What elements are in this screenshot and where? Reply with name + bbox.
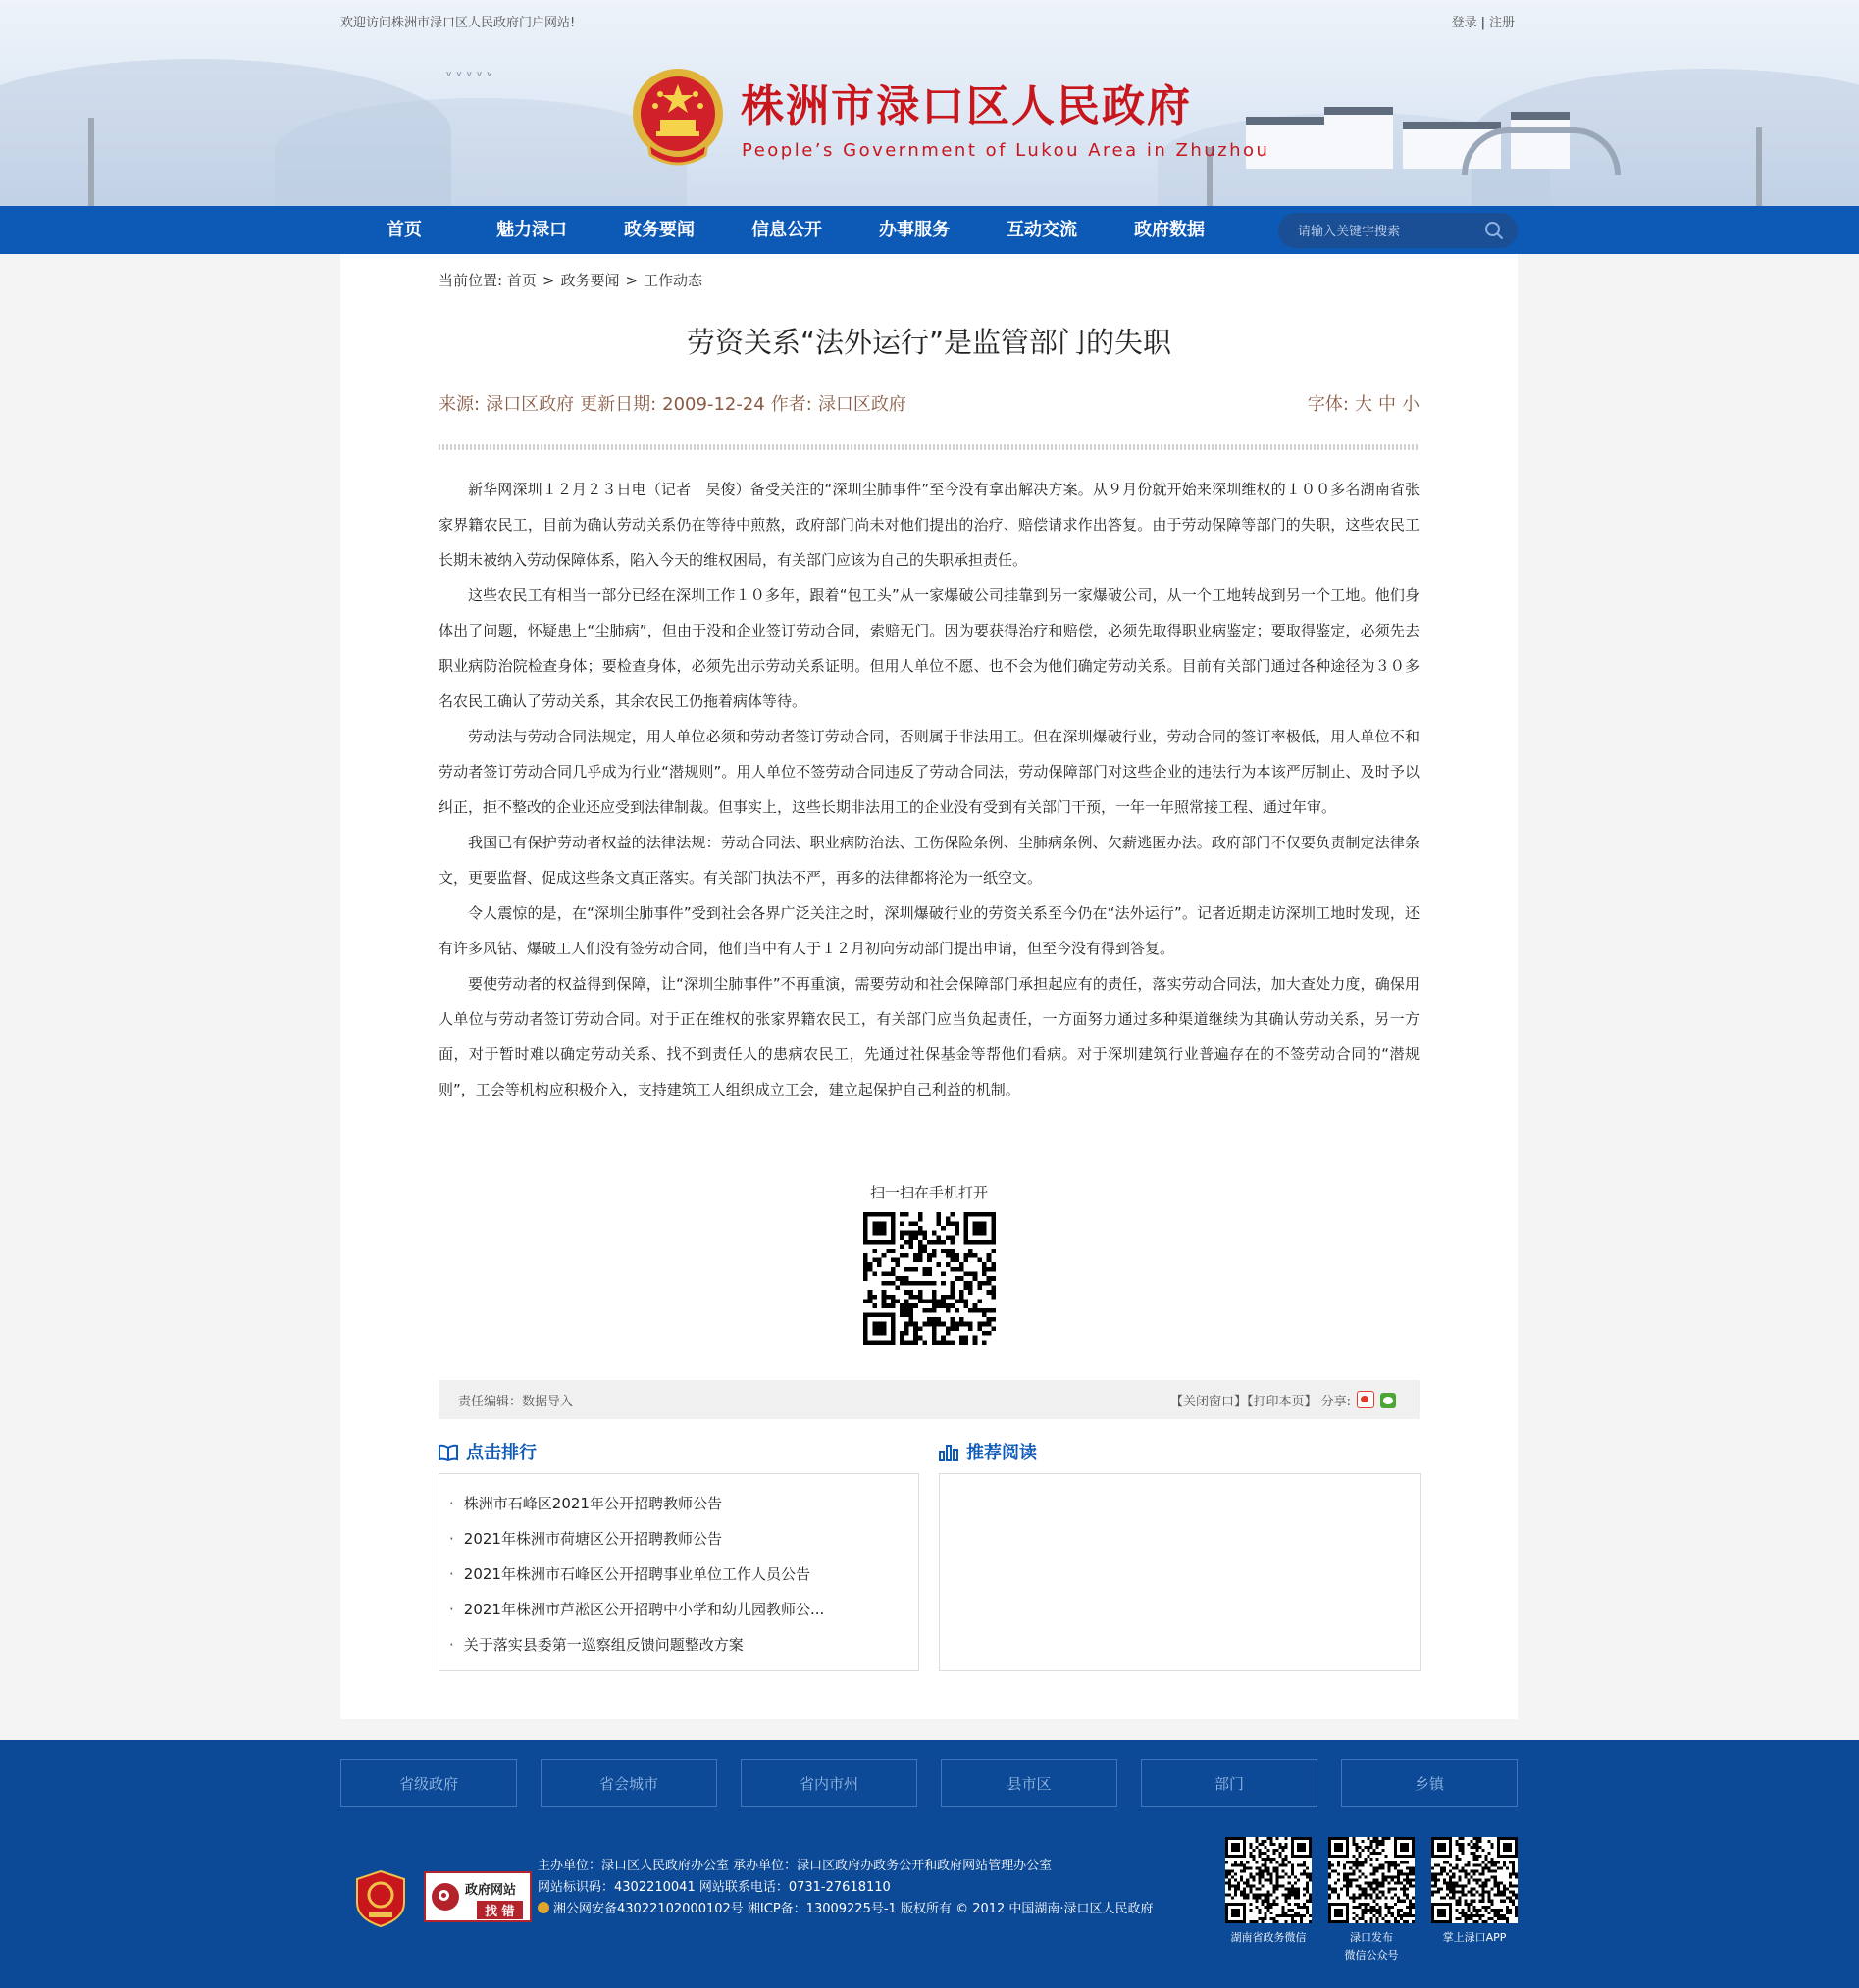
login-links (1452, 12, 1515, 30)
qr-label: 扫一扫在手机打开 (869, 1184, 988, 1201)
register-link[interactable]: 注册 (1488, 16, 1515, 30)
footer-link-provincial[interactable]: 省级政府 (340, 1759, 517, 1807)
mountain-decoration (275, 98, 687, 206)
party-government-badge-icon[interactable] (355, 1869, 406, 1928)
weibo-share-icon[interactable] (1357, 1391, 1374, 1408)
site-footer (0, 1740, 1859, 1988)
recommend-list-box (939, 1473, 1421, 1671)
close-window-button[interactable]: 【关闭窗口】 (1169, 1395, 1247, 1409)
article-container (340, 254, 1518, 1719)
birds-decoration: ᵛ ᵛ ᵛ ᵛ ᵛ (446, 69, 492, 84)
date-label: 更新日期: (580, 394, 657, 415)
qr-code-icon (1431, 1837, 1518, 1923)
rank-list-item[interactable]: · 关于落实县委第一巡察组反馈问题整改方案 (449, 1636, 744, 1654)
article-paragraph: 劳动法与劳动合同法规定，用人单位必须和劳动者签订劳动合同，否则属于非法用工。但在深圳爆破行业，劳动合同的签订率极低，用人单位不和劳动者签订劳动合同几乎成为行业“潜规则”。用人单位不签劳动合同违反了劳动合同法，劳动保障部门对这些企业的违法行为本该严厉制止、及时予以纠正，拒不整改的企业还应受到法律制裁。但事实上，这些长期非法用工的企业没有受到有关部门干预，一年一年照常接工程、通过年审。 (439, 728, 1420, 816)
login-link[interactable]: 登录 (1451, 16, 1477, 30)
dotted-divider (439, 444, 1420, 450)
share-label: 分享: (1320, 1395, 1351, 1409)
bridge-illustration (1462, 127, 1621, 175)
footer-link-capitals[interactable]: 省会城市 (541, 1759, 717, 1807)
article-paragraph: 新华网深圳１２月２３日电（记者 吴俊）备受关注的“深圳尘肺事件”至今没有拿出解决方案。从９月份就开始来深圳维权的１００多名湖南省张家界籍农民工，目前为确认劳动关系仍在等待中煎熬，政府部门尚未对他们提出的治疗、赔偿请求作出答复。由于劳动保障等部门的失职，这些农民工长期未被纳入劳动保障体系，陷入今天的维权困局，有关部门应该为自己的失职承担责任。 (439, 481, 1420, 569)
font-size-switcher (1308, 390, 1420, 416)
font-size-large[interactable]: 大 (1355, 394, 1372, 415)
nav-item-charm-lukou[interactable]: 魅力渌口 (496, 220, 567, 240)
footer-site-id: 网站标识码：4302210041 网站联系电话：0731-27618110 (538, 1880, 891, 1895)
date-value: 2009-12-24 (662, 394, 765, 415)
author-label: 作者: (770, 394, 812, 415)
search-icon[interactable] (1484, 221, 1504, 240)
footer-organizer: 主办单位：渌口区人民政府办公室 承办单位：渌口区政府办政务公开和政府网站管理办公室 (538, 1859, 1053, 1873)
mobile-qr-block (340, 1182, 1518, 1345)
print-page-button[interactable]: 【打印本页】 (1246, 1395, 1317, 1409)
police-badge-icon (538, 1902, 549, 1913)
magnifier-icon (432, 1883, 459, 1911)
footer-link-cities[interactable]: 省内市州 (741, 1759, 917, 1807)
footer-info (538, 1856, 1154, 1920)
search-input[interactable] (1296, 213, 1476, 250)
nav-item-government-news[interactable]: 政务要闻 (624, 220, 695, 240)
breadcrumb: 当前位置: 首页 > 政务要闻 > 工作动态 (439, 272, 703, 289)
article-meta (439, 390, 912, 416)
article-tools (1170, 1391, 1396, 1409)
breadcrumb-prefix: 当前位置: (439, 272, 503, 289)
tree-illustration (88, 118, 94, 206)
wechat-share-icon[interactable] (1380, 1393, 1396, 1408)
article-paragraph: 我国已有保护劳动者权益的法律法规：劳动合同法、职业病防治法、工伤保险条例、尘肺病条例、欠薪逃匿办法。政府部门不仅要负责制定法律条文，更要监督、促成这些条文真正落实。有关部门执法不严，再多的法律都将沦为一纸空文。 (439, 834, 1420, 887)
nav-item-home[interactable]: 首页 (387, 220, 422, 240)
source-label: 来源: (439, 394, 481, 415)
site-subtitle: People’s Government of Lukou Area in Zhuzhou (742, 140, 1270, 161)
nav-item-interaction[interactable]: 互动交流 (1007, 220, 1077, 240)
rank-title: 点击排行 (466, 1443, 537, 1463)
rank-list-item[interactable]: · 株洲市石峰区2021年公开招聘教师公告 (449, 1495, 722, 1512)
qr-code-icon (1328, 1837, 1415, 1923)
source-value: 渌口区政府 (486, 394, 575, 415)
search-box (1278, 213, 1518, 248)
divider: | (1480, 16, 1485, 30)
nav-item-services[interactable]: 办事服务 (879, 220, 950, 240)
article-paragraph: 这些农民工有相当一部分已经在深圳工作１０多年，跟着“包工头”从一家爆破公司挂靠到另一家爆破公司，从一个工地转战到另一个工地。他们身体出了问题，怀疑患上“尘肺病”，但由于没和企业签订劳动合同，索赔无门。因为要获得治疗和赔偿，必须先取得职业病鉴定；要取得鉴定，必须先去职业病防治院检查身体；要检查身体，必须先出示劳动关系证明。但用人单位不愿、也不会为他们确定劳动关系。目前有关部门通过各种途径为３０多名农民工确认了劳动关系，其余农民工仍拖着病体等待。 (439, 586, 1420, 710)
welcome-text: 欢迎访问株洲市渌口区人民政府门户网站! (340, 16, 576, 30)
author-value: 渌口区政府 (817, 394, 906, 415)
qr-lukou-app: 掌上渌口APP (1430, 1837, 1519, 1947)
recommend-section-header (939, 1439, 1037, 1464)
footer-link-counties[interactable]: 县市区 (941, 1759, 1117, 1807)
font-size-medium[interactable]: 中 (1378, 394, 1396, 415)
breadcrumb-item-home[interactable]: 首页 (506, 272, 537, 289)
article-title: 劳资关系“法外运行”是监管部门的失职 (686, 326, 1172, 359)
site-error-report-badge[interactable]: 政府网站 找 错 (424, 1871, 532, 1922)
site-header (0, 0, 1859, 206)
breadcrumb-item-work-updates[interactable]: 工作动态 (644, 272, 703, 289)
article-paragraph: 要使劳动者的权益得到保障，让“深圳尘肺事件”不再重演，需要劳动和社会保障部门承担起应有的责任，落实劳动合同法，加大查处力度，确保用人单位与劳动者签订劳动合同。对于正在维权的张家界籍农民工，有关部门应当负起责任，一方面努力通过多种渠道继续为其确认劳动关系，另一方面，对于暂时难以确定劳动关系、找不到责任人的患病农民工，先通过社保基金等帮他们看病。对于深圳建筑行业普遍存在的不签劳动合同的“潜规则”，工会等机构应积极介入，支持建筑工人组织成立工会，建立起保护自己利益的机制。 (439, 975, 1420, 1098)
qr-lukou-wechat: 渌口发布 微信公众号 (1327, 1837, 1416, 1964)
article-paragraph: 令人震惊的是，在“深圳尘肺事件”受到社会各界广泛关注之时，深圳爆破行业的劳资关系至今仍在“法外运行”。记者近期走访深圳工地时发现，还有许多风钻、爆破工人们没有签劳动合同，他们当中有人于１２月初向劳动部门提出申请，但至今没有得到答复。 (439, 904, 1420, 957)
rank-list-item[interactable]: · 2021年株洲市石峰区公开招聘事业单位工作人员公告 (449, 1565, 810, 1583)
tree-illustration (1756, 127, 1762, 206)
responsible-editor: 责任编辑：数据导入 (458, 1395, 574, 1409)
footer-link-towns[interactable]: 乡镇 (1341, 1759, 1518, 1807)
qr-code-icon (1225, 1837, 1312, 1923)
footer-link-departments[interactable]: 部门 (1141, 1759, 1317, 1807)
nav-item-government-data[interactable]: 政府数据 (1134, 220, 1205, 240)
main-nav (0, 206, 1859, 254)
book-icon (439, 1444, 458, 1461)
bar-chart-icon (939, 1444, 958, 1461)
rank-list (439, 1474, 918, 1662)
qr-code-icon (863, 1212, 996, 1345)
site-title: 株洲市渌口区人民政府 (741, 81, 1192, 131)
font-size-label: 字体: (1307, 394, 1349, 415)
font-size-small[interactable]: 小 (1402, 394, 1420, 415)
national-emblem-icon (629, 65, 727, 173)
rank-list-box (439, 1473, 919, 1671)
footer-license: 湘公网安备43022102000102号 湘ICP备：13009225号-1 版权所有 © 2012 中国湖南·渌口区人民政府 (538, 1899, 1154, 1920)
nav-item-info-disclosure[interactable]: 信息公开 (751, 220, 822, 240)
rank-list-item[interactable]: · 2021年株洲市芦淞区公开招聘中小学和幼儿园教师公... (449, 1601, 825, 1618)
recommend-title: 推荐阅读 (966, 1443, 1037, 1463)
breadcrumb-item-news[interactable]: 政务要闻 (560, 272, 620, 289)
rank-section-header (439, 1439, 537, 1464)
rank-list-item[interactable]: · 2021年株洲市荷塘区公开招聘教师公告 (449, 1530, 722, 1548)
article-body (439, 472, 1420, 1107)
qr-hunan-wechat: 湖南省政务微信 (1224, 1837, 1313, 1947)
editor-bar (439, 1380, 1420, 1419)
